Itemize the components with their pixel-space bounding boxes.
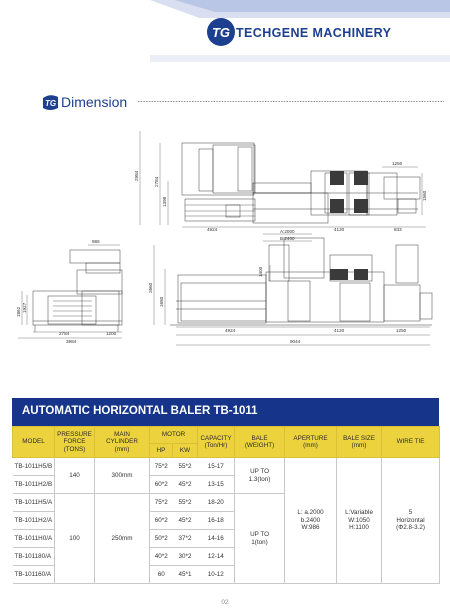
cell-bale-size: L:Variable W:1050 H:1100	[337, 458, 382, 584]
cell-wire-tie: 5 Horizontal (Φ2.8-3.2)	[382, 458, 440, 584]
side-view-dim-6: 4924	[225, 328, 236, 333]
cell-cylinder-group-b: 300mm	[95, 458, 150, 494]
cell-model: TB-1011H2/B	[13, 476, 55, 494]
cell-model: TB-1011H5/A	[13, 494, 55, 512]
side-view-dim-3: 1400	[258, 266, 263, 277]
cell-capacity: 14-16	[198, 530, 235, 548]
cell-model: TB-1011H5/B	[13, 458, 55, 476]
cell-hp: 60	[150, 566, 173, 584]
top-view-dim-4: 1250	[392, 161, 403, 166]
cell-pressure-group-b: 140	[55, 458, 95, 494]
end-view-dim-1: 986	[92, 239, 100, 244]
end-view-dim-2: 2784	[59, 331, 70, 336]
top-view-dim-6: 4924	[207, 227, 218, 232]
section-title: Dimension	[61, 94, 128, 110]
header-motor: MOTOR	[150, 427, 198, 444]
cell-hp: 40*2	[150, 548, 173, 566]
cell-kw: 55*2	[173, 458, 198, 476]
cell-kw: 37*2	[173, 530, 198, 548]
cell-capacity: 16-18	[198, 512, 235, 530]
header-bale: BALE (WEIGHT)	[235, 427, 285, 458]
header-kw: KW	[173, 444, 198, 458]
cell-kw: 45*2	[173, 476, 198, 494]
cell-kw: 30*2	[173, 548, 198, 566]
side-view-dim-5: 1680	[159, 296, 164, 307]
side-view-dim-4: 2660	[148, 282, 153, 293]
side-view-dim-1: A:2000	[280, 229, 295, 234]
end-view-dim-6: 1927	[22, 302, 27, 313]
cell-model: TB-1011H2/A	[13, 512, 55, 530]
cell-kw: 45*2	[173, 512, 198, 530]
page-number: 02	[221, 599, 229, 606]
top-view-dim-2: 2784	[154, 176, 159, 187]
header-hp: HP	[150, 444, 173, 458]
cell-model: TB-1011H0/A	[13, 530, 55, 548]
top-view-dim-5: 1560	[422, 190, 427, 201]
cell-capacity: 15-17	[198, 458, 235, 476]
cell-hp: 50*2	[150, 530, 173, 548]
cell-kw: 45*1	[173, 566, 198, 584]
header-wire-tie: WIRE TIE	[382, 427, 440, 458]
header-pressure-force: PRESSURE FORCE (TONS)	[55, 427, 95, 458]
side-view-dim-9: 9044	[290, 339, 301, 344]
cell-capacity: 10-12	[198, 566, 235, 584]
end-view-dim-4: 3984	[66, 339, 77, 344]
header-capacity: CAPACITY (Ton/Hr)	[198, 427, 235, 458]
header-aperture: APERTURE (mm)	[285, 427, 337, 458]
spec-table	[12, 426, 440, 584]
side-view-dim-2: B:2400	[280, 236, 295, 241]
cell-pressure-group-a: 100	[55, 494, 95, 584]
cell-bale-group-a: UP TO 1(ton)	[235, 494, 285, 584]
top-view-dim-7: 4120	[334, 227, 345, 232]
cell-bale-group-b: UP TO 1.3(ton)	[235, 458, 285, 494]
section-divider	[138, 100, 444, 104]
table-row	[13, 458, 440, 476]
end-view	[33, 250, 122, 332]
brand-logo-letters: TG	[211, 25, 231, 40]
cell-hp: 60*2	[150, 512, 173, 530]
cell-capacity: 13-15	[198, 476, 235, 494]
side-view-dim-7: 4120	[334, 328, 345, 333]
cell-aperture: L: a.2000 b.2400 W:986	[285, 458, 337, 584]
header-model: MODEL	[13, 427, 55, 458]
cell-cylinder-group-a: 250mm	[95, 494, 150, 584]
spec-title: AUTOMATIC HORIZONTAL BALER TB-1011	[22, 405, 258, 417]
brand-name: TECHGENE MACHINERY	[236, 26, 392, 40]
cell-hp: 75*2	[150, 458, 173, 476]
cell-model: TB-101160/A	[13, 566, 55, 584]
top-view-dim-3: 1398	[162, 196, 167, 207]
cell-kw: 55*2	[173, 494, 198, 512]
cell-model: TB-101180/A	[13, 548, 55, 566]
cell-hp: 75*2	[150, 494, 173, 512]
header-bale-size: BALE SIZE (mm)	[337, 427, 382, 458]
cell-hp: 60*2	[150, 476, 173, 494]
top-view-dim-8: 833	[394, 227, 402, 232]
header-main-cylinder: MAIN CYLINDER (mm)	[95, 427, 150, 458]
section-logo-icon	[41, 94, 60, 111]
top-view-dim-1: 2984	[134, 170, 139, 181]
section-logo-letters: TG	[44, 99, 57, 108]
dimension-drawing	[0, 125, 450, 380]
side-view-dim-8: 1250	[396, 328, 407, 333]
end-view-dim-5: 1862	[16, 306, 21, 317]
end-view-dim-3: 1200	[106, 331, 117, 336]
cell-capacity: 18-20	[198, 494, 235, 512]
side-view	[170, 238, 432, 325]
cell-capacity: 12-14	[198, 548, 235, 566]
dimension-lines	[18, 131, 430, 345]
brand-logo-icon	[206, 17, 236, 47]
